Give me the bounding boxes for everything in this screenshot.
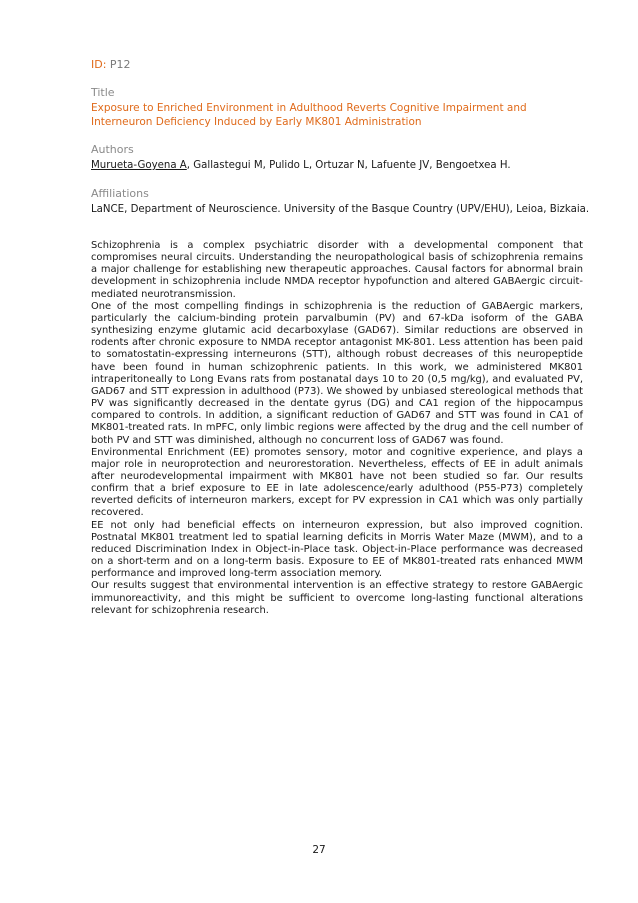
abstract-body	[91, 240, 583, 617]
abstract-paragraph: Our results suggest that environmental intervention is an effective strategy to restore GABAergic immunoreactivity, and this might be sufficient to overcome long-lasting functional alterations relevant for schizophrenia research.	[91, 580, 583, 616]
affiliations-text: LaNCE, Department of Neuroscience. University of the Basque Country (UPV/EHU), Leioa, Bizkaia.	[91, 203, 590, 215]
page-number: 27	[312, 844, 326, 856]
abstract-title: Exposure to Enriched Environment in Adulthood Reverts Cognitive Impairment and Interneuron Deficiency Induced by Early MK801 Administration	[91, 102, 527, 128]
id-label: ID:	[91, 58, 107, 71]
abstract-paragraph: EE not only had beneficial effects on interneuron expression, but also improved cognition. Postnatal MK801 treatment led to spatial learning deficits in Morris Water Maze (MWM), and to a reduced Discrimination Index in Object-in-Place task. Object-in-Place performance was decreased on a short-term and on a long-term basis. Exposure to EE of MK801-treated rats enhanced MWM performance and improved long-term association memory.	[91, 519, 583, 580]
abstract-page	[91, 58, 590, 617]
co-authors: , Gallastegui M, Pulido L, Ortuzar N, Lafuente JV, Bengoetxea H.	[186, 160, 511, 171]
abstract-paragraph: Schizophrenia is a complex psychiatric disorder with a developmental component that compromises neural circuits. Understanding the neuropathological basis of schizophrenia remains a major challenge for establishing new therapeutic approaches. Causal factors for abnormal brain development in schizophrenia include NMDA receptor hypofunction and altered GABAergic circuit-mediated neurotransmission.	[91, 240, 583, 300]
id-value: P12	[109, 58, 131, 71]
affiliations-label: Affiliations	[91, 186, 149, 200]
abstract-paragraph: One of the most compelling findings in schizophrenia is the reduction of GABAergic markers, particularly the calcium-binding protein parvalbumin (PV) and 67-kDa isoform of the GABA synthesizing enzyme glutamic acid decarboxylase (GAD67). Similar reductions are observed in rodents after chronic exposure to NMDA receptor antagonist MK-801. Less attention has been paid to somatostatin-expressing interneurons (STT), although robust decreases of this neuropeptide have been found in human schizophrenic patients. In this work, we administered MK801 intraperitoneally to Long Evans rats from postanatal days 10 to 20 (0,5 mg/kg), and evaluated PV, GAD67 and STT expression in adulthood (P73). We showed by unbiased stereological methods that PV was significantly decreased in the dentate gyrus (DG) and CA1 region of the hippocampus compared to controls. In addition, a significant reduction of GAD67 and STT was found in CA1 of MK801-treated rats. In mPFC, only limbic regions were affected by the drug and the cell number of both PV and STT was diminished, although no concurrent loss of GAD67 was found.	[91, 300, 583, 446]
title-label: Title	[91, 86, 115, 99]
presenting-author: Murueta-Goyena A	[91, 160, 187, 171]
authors-list	[91, 159, 583, 173]
poster-id	[91, 58, 583, 72]
abstract-paragraph: Environmental Enrichment (EE) promotes sensory, motor and cognitive experience, and plays a major role in neuroprotection and neurorestoration. Nevertheless, effects of EE in adult animals after neurodevelopmental impairment with MK801 have not been studied so far. Our results confirm that a brief exposure to EE in late adolescence/early adulthood (P55-P73) completely reverted deficits of interneuron markers, except for PV expression in CA1 which was only partially recovered.	[91, 446, 583, 519]
authors-label: Authors	[91, 143, 134, 156]
